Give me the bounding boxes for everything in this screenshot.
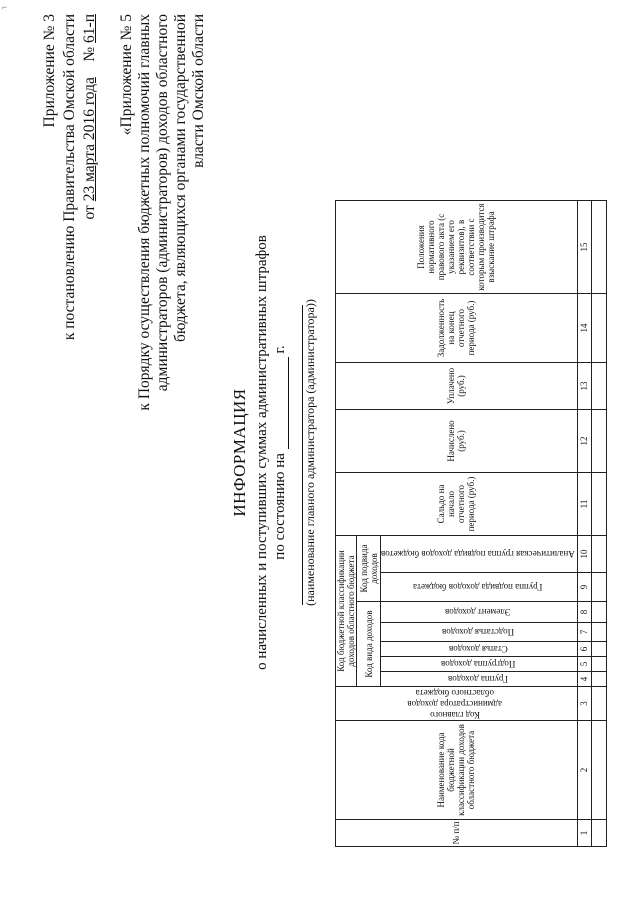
col-paid: Уплачено (руб.) xyxy=(336,363,578,410)
resolution-ref: к постановлению Правительства Омской области xyxy=(61,14,78,341)
col-num-header: № п/п xyxy=(336,820,578,847)
col-income-subgroup: Подгруппа доходов xyxy=(381,657,578,672)
col-admin-code-header: Код главного администратора доходов областного бюджета xyxy=(336,687,578,721)
table-row xyxy=(591,201,606,847)
admin-name-caption: (наименование главного администратора (администратора)) xyxy=(303,299,317,606)
resolution-date: 23 марта 2016 года xyxy=(81,77,98,202)
col-analytic-group: Аналитическая группа подвида доходов бюджетов xyxy=(381,536,578,573)
col-income-group: Группа доходов xyxy=(381,672,578,687)
appendix-number: Приложение № 3 xyxy=(41,14,58,128)
col-income-element: Элемент доходов xyxy=(381,602,578,623)
col-income-subarticle: Подстатья доходов xyxy=(381,623,578,642)
scan-corner-mark: ⌐ xyxy=(2,2,8,12)
subkind-header: Код подвида доходов xyxy=(357,536,381,602)
state-date-line: по состоянию на г. xyxy=(272,345,288,560)
col-name-header: Наименование кода бюджетной классификации доходов областного бюджета xyxy=(336,721,578,820)
fines-table xyxy=(335,200,607,847)
appendix-header xyxy=(40,14,100,340)
col-debt: Задолженность на конец отчетного периода (руб.) xyxy=(336,294,578,363)
doc-subtitle: о начисленных и поступивших суммах административных штрафов xyxy=(254,235,270,670)
date-blank xyxy=(274,357,289,449)
col-accrued: Начислено (руб.) xyxy=(336,410,578,473)
doc-title: ИНФОРМАЦИЯ xyxy=(230,388,249,517)
col-legal-act: Положения нормативного правового акта (с указанием его реквизитов), в соответствии с которым производится взыскание штрафа xyxy=(336,201,578,294)
resolution-date-line: от 23 марта 2016 года № 61-п xyxy=(81,14,98,220)
col-income-article: Статья доходов xyxy=(381,642,578,657)
kind-header: Код вида доходов xyxy=(357,602,381,687)
col-subkind-group: Группа подвида доходов бюджета xyxy=(381,573,578,602)
column-numbers-row: 1 2 3 4 5 6 7 8 9 10 11 12 13 14 15 xyxy=(577,201,591,847)
resolution-number: 61-п xyxy=(81,14,98,43)
order-reference: «Приложение № 5 к Порядку осуществления бюджетных полномочий главных администраторов (администраторов) доходов областного бюджета, являющихся органами государственной власти Омской области xyxy=(118,14,207,411)
col-opening-balance: Сальдо на начало отчетного периода (руб.) xyxy=(336,473,578,536)
budget-class-group-header: Код бюджетной классификации доходов областного бюджета xyxy=(336,536,357,687)
